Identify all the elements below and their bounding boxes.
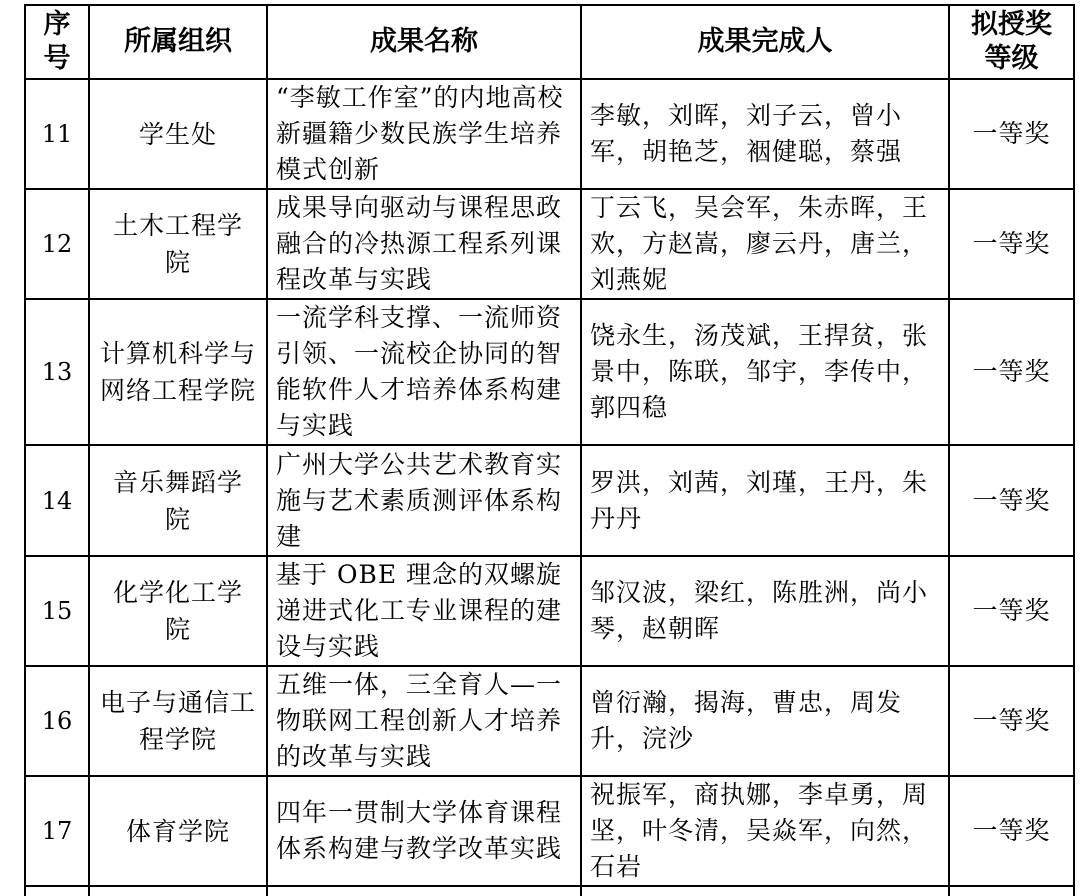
header-index: 序 号 [25,5,89,79]
row-name: “李敏工作室”的内地高校新疆籍少数民族学生培养模式创新 [267,79,581,189]
row-award: 一等奖 [949,666,1074,776]
row-org: 土木工程学院 [89,189,267,299]
row-name: 成果导向驱动与课程思政融合的冷热源工程系列课程改革与实践 [267,189,581,299]
cut-cell [89,886,267,896]
cut-cell [581,886,949,896]
row-people: 丁云飞，吴会军，朱赤晖，王欢，方赵嵩，廖云丹，唐兰，刘燕妮 [581,189,949,299]
row-people: 饶永生，汤茂斌，王捍贫，张景中，陈联，邹宇，李传中，郭四稳 [581,299,949,445]
row-index: 14 [25,445,89,556]
row-index: 15 [25,556,89,666]
row-org: 电子与通信工程学院 [89,666,267,776]
row-index: 16 [25,666,89,776]
row-org: 体育学院 [89,776,267,886]
cut-cell [25,886,89,896]
row-people: 李敏，刘晖，刘子云，曾小军，胡艳芝，裀健聪，蔡强 [581,79,949,189]
row-name: 四年一贯制大学体育课程体系构建与教学改革实践 [267,776,581,886]
row-people: 罗洪，刘茜，刘瑾，王丹，朱丹丹 [581,445,949,556]
row-index: 12 [25,189,89,299]
table-row [25,666,1074,776]
row-name: 基于 OBE 理念的双螺旋递进式化工专业课程的建设与实践 [267,556,581,666]
row-award: 一等奖 [949,445,1074,556]
row-index: 17 [25,776,89,886]
row-org: 化学化工学院 [89,556,267,666]
row-award: 一等奖 [949,556,1074,666]
table-row [25,776,1074,886]
row-name: 广州大学公共艺术教育实施与艺术素质测评体系构建 [267,445,581,556]
row-people: 祝振军，商执娜，李卓勇，周坚，叶冬清，吴焱军，向然，石岩 [581,776,949,886]
row-index: 11 [25,79,89,189]
header-name: 成果名称 [267,5,581,79]
table-row [25,189,1074,299]
row-org: 学生处 [89,79,267,189]
table-row [25,299,1074,445]
awards-table [24,4,1075,896]
row-org: 计算机科学与网络工程学院 [89,299,267,445]
row-award: 一等奖 [949,776,1074,886]
header-people: 成果完成人 [581,5,949,79]
row-index: 13 [25,299,89,445]
table-row [25,556,1074,666]
cut-cell [949,886,1074,896]
row-award: 一等奖 [949,79,1074,189]
row-org: 音乐舞蹈学院 [89,445,267,556]
row-award: 一等奖 [949,299,1074,445]
row-people: 曾衍瀚，揭海，曹忠，周发升，浣沙 [581,666,949,776]
header-org: 所属组织 [89,5,267,79]
header-award: 拟授奖 等级 [949,5,1074,79]
row-award: 一等奖 [949,189,1074,299]
table-row-cut [25,886,1074,896]
table-row [25,79,1074,189]
table-row [25,445,1074,556]
cut-cell [267,886,581,896]
row-name: 五维一体，三全育人—一物联网工程创新人才培养的改革与实践 [267,666,581,776]
row-name: 一流学科支撑、一流师资引领、一流校企协同的智能软件人才培养体系构建与实践 [267,299,581,445]
header-row [25,5,1074,79]
row-people: 邹汉波，梁红，陈胜洲，尚小琴，赵朝晖 [581,556,949,666]
